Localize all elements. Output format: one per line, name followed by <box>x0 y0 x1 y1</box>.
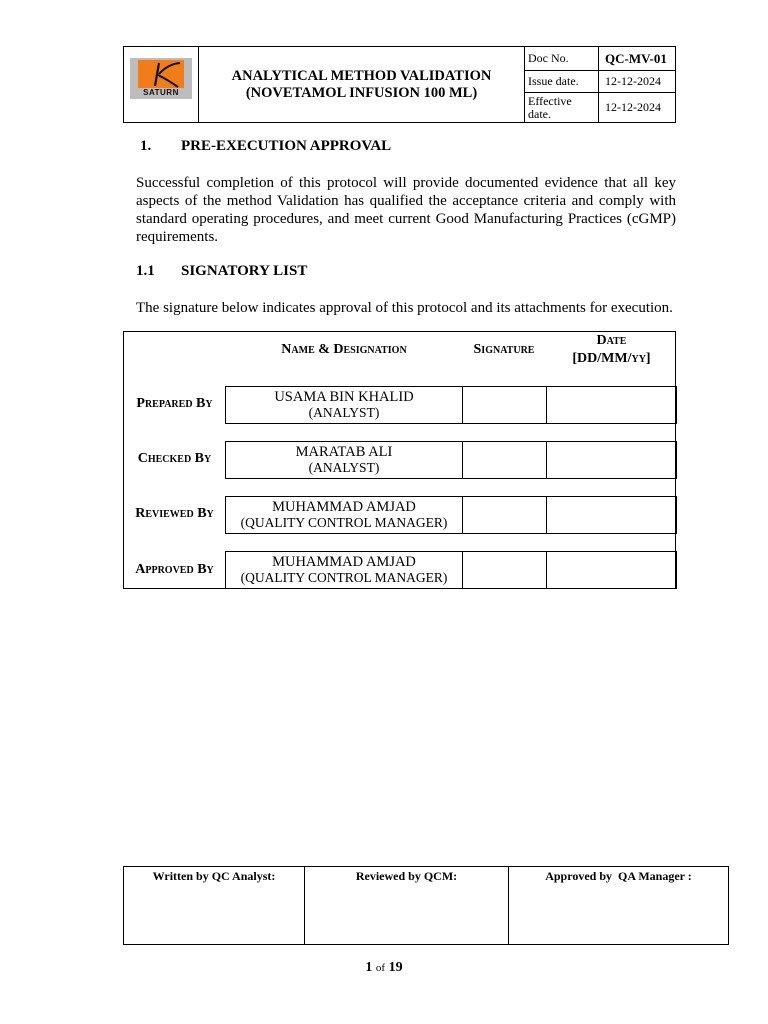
effective-date-label <box>525 93 599 122</box>
designation-text: (QUALITY CONTROL MANAGER) <box>240 570 448 585</box>
doc-no-row <box>525 47 675 71</box>
signature-cell-prepared[interactable] <box>462 386 547 424</box>
name-text: MARATAB ALI <box>295 444 393 460</box>
document-header <box>123 46 676 123</box>
section-1-1-number: 1.1 <box>136 263 155 279</box>
section-1-paragraph: Successful completion of this protocol will provide documented evidence that all key aspects of the method Validation has qualified the acceptance criteria and comply with standard operating procedures, and meet current Good Manufacturing Practices (cGMP) requirements. <box>136 175 676 245</box>
name-reviewed <box>226 499 462 531</box>
designation-text: (QUALITY CONTROL MANAGER) <box>240 515 448 530</box>
logo-cell <box>124 47 199 122</box>
name-approved <box>226 554 462 586</box>
footer-reviewed-by: Reviewed by QCM: <box>305 867 509 944</box>
total-pages: 19 <box>388 960 403 975</box>
document-title <box>199 47 525 122</box>
title-line-2: (NOVETAMOL INFUSION 100 ML) <box>245 84 478 101</box>
approval-footer-table <box>123 866 729 945</box>
section-1-1-paragraph: The signature below indicates approval of this protocol and its attachments for execution. <box>136 300 673 316</box>
name-text: USAMA BIN KHALID <box>274 389 414 405</box>
signature-cell-approved[interactable] <box>462 551 547 589</box>
effective-date-label-line-2: date. <box>528 106 551 121</box>
issue-date-label: Issue date. <box>525 71 599 92</box>
title-line-1: ANALYTICAL METHOD VALIDATION <box>231 67 492 84</box>
column-header-signature: Signature <box>473 342 535 357</box>
logo-text: SATURN <box>143 88 179 97</box>
name-text: MUHAMMAD AMJAD <box>272 499 416 515</box>
effective-date-row <box>525 93 675 122</box>
saturn-logo <box>130 58 192 99</box>
column-header-date-line-1: Date <box>596 333 627 348</box>
section-1-number: 1. <box>140 138 152 154</box>
signature-cell-reviewed[interactable] <box>462 496 547 534</box>
column-header-date-line-2: [DD/MM/yy] <box>572 351 651 366</box>
row-label-reviewed-by: Reviewed By <box>135 506 214 521</box>
designation-text: (ANALYST) <box>308 405 380 420</box>
doc-no-value: QC-MV-01 <box>605 50 667 66</box>
section-1-heading: PRE-EXECUTION APPROVAL <box>181 138 392 154</box>
row-label-approved-by: Approved By <box>135 562 214 577</box>
signature-cell-checked[interactable] <box>462 441 547 479</box>
name-prepared <box>226 389 462 421</box>
designation-text: (ANALYST) <box>308 460 380 475</box>
effective-date-label-line-1: Effective <box>528 93 572 108</box>
document-meta <box>525 47 675 122</box>
footer-approved-by: Approved by QA Manager : <box>545 869 692 883</box>
name-text: MUHAMMAD AMJAD <box>272 554 416 570</box>
column-header-date <box>546 332 677 368</box>
page-of: of <box>375 962 386 974</box>
page-number <box>0 960 768 976</box>
signatory-table <box>123 331 676 589</box>
name-checked <box>226 444 462 476</box>
doc-no-label: Doc No. <box>525 47 599 70</box>
row-label-prepared-by: Prepared By <box>136 396 213 411</box>
issue-date-row <box>525 71 675 93</box>
row-label-checked-by: Checked By <box>137 451 212 466</box>
effective-date-value: 12-12-2024 <box>605 100 661 114</box>
section-1-1-heading: SIGNATORY LIST <box>181 263 308 279</box>
logo-emblem-icon <box>138 60 184 88</box>
column-header-name: Name & Designation <box>281 342 407 357</box>
issue-date-value: 12-12-2024 <box>605 74 661 88</box>
current-page: 1 <box>365 960 373 975</box>
footer-written-by: Written by QC Analyst: <box>124 867 305 944</box>
